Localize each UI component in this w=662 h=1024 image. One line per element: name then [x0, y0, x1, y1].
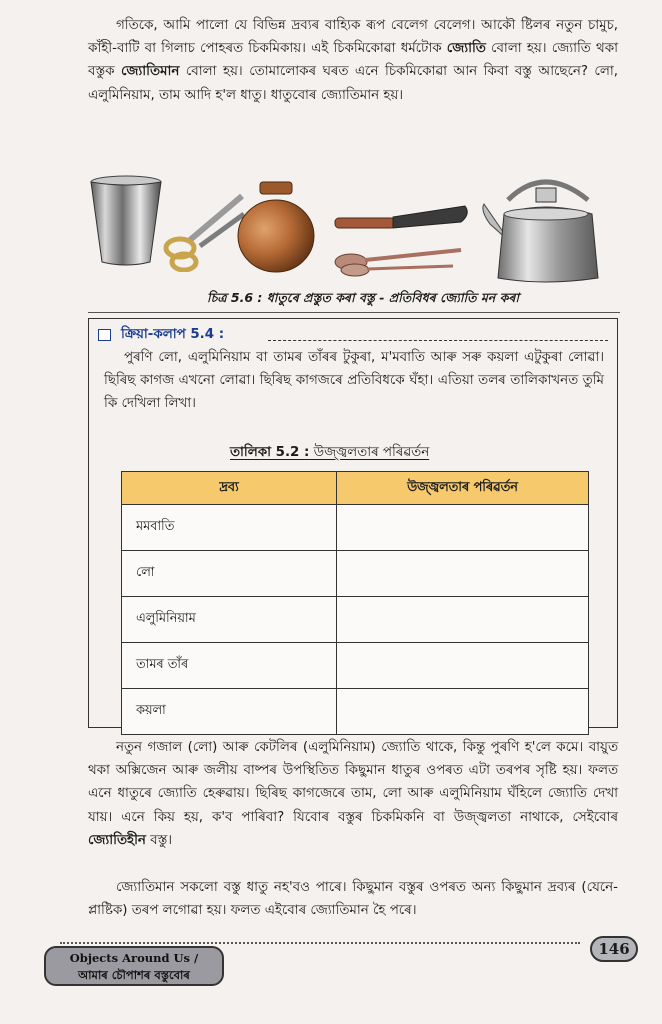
intro-text-1: গতিকে, আমি পালো যে বিভিন্ন দ্ৰব্যৰ বাহ্যিক ৰূপ বেলেগ বেলেগ। আকৌ ষ্টিলৰ নতুন চামুচ, কাঁহী-বাটি বা গিলাচ পোহৰত চিকমিকায়। এই চিকমিকোৱা ধৰ্মটোক: [88, 18, 618, 57]
column-header-brightness-change: উজ্জ্বলতাৰ পৰিৱৰ্তন: [337, 472, 589, 505]
activity-title: ক্ৰিয়া-কলাপ 5.4 :: [121, 327, 225, 342]
term-jyotihin: জ্যোতিহীন: [88, 832, 146, 848]
table-row: [122, 689, 589, 735]
book-title-tab: [44, 946, 224, 986]
steel-tumbler-image: [88, 174, 164, 268]
term-jyotiman: জ্যোতিমান: [120, 64, 180, 80]
material-cell: লো: [122, 551, 337, 597]
column-header-material: দ্ৰব্য: [122, 472, 337, 505]
table-row: [122, 597, 589, 643]
book-title-assamese: আমাৰ চৌপাশৰ বস্তুবোৰ: [78, 968, 190, 982]
figure-caption: চিত্ৰ 5.6 : ধাতুৰে প্ৰস্তুত কৰা বস্তু - প্ৰতিবিধৰ জ্যোতি মন কৰা: [207, 290, 519, 305]
plating-paragraph: জ্যোতিমান সকলো বস্তু ধাতু নহ'বও পাৰে। কিছুমান বস্তুৰ ওপৰত অন্য কিছুমান দ্ৰব্যৰ (যেনে- প্লাষ্টিক) তৰপ লগোৱা হয়। ফলত এইবোৰ জ্যোতিমান হৈ পৰে।: [88, 880, 618, 919]
material-cell: মমবাতি: [122, 505, 337, 551]
scissors-image: [160, 190, 246, 272]
knife-image: [333, 200, 473, 240]
metal-objects-figure: [88, 170, 618, 288]
intro-text-3: বোলা হয়। তোমালোকৰ ঘৰত এনে চিকমিকোৱা আন কিবা বস্তু আছেনে? লো, এলুমিনিয়াম, তাম আদি হ'ল ধাতু। ধাতুবোৰ জ্যোতিমান হয়।: [88, 64, 618, 103]
brightness-table: [121, 471, 589, 735]
intro-paragraph: [88, 14, 618, 107]
brightness-cell-empty: [337, 643, 589, 689]
activity-dashed-line: [268, 340, 608, 341]
lustre-text-1: নতুন গজাল (লো) আৰু কেটলিৰ (এলুমিনিয়াম) জ্যোতি থাকে, কিন্তু পুৰণি হ'লে কমে। বায়ুত থকা অক্সিজেন আৰু জলীয় বাষ্পৰ উপস্থিতিত কিছুমান ধাতুৰ ওপৰত এটা তৰপৰ সৃষ্টি হয়। ফলত এনে ধাতুৰে জ্যোতি হেৰুৱায়। ছিৰিছ কাগজেৰে তাম, লো আৰু এলুমিনিয়াম ঘঁহিলে জ্যোতি দেখা যায়। এনে কিয় হয়, ক'ব পাৰিবা? যিবোৰ বস্তুৰ চিকমিকনি বা উজ্জ্বলতা নাথাকে, সেইবোৰ: [88, 740, 618, 825]
aluminium-kettle-image: [480, 170, 610, 286]
lustre-text-2: বস্তু।: [145, 832, 173, 848]
table-row: [122, 643, 589, 689]
table-row: [122, 505, 589, 551]
table-title-text: উজ্জ্বলতাৰ পৰিৱৰ্তন: [309, 445, 430, 460]
material-cell: কয়লা: [122, 689, 337, 735]
table-row: [122, 551, 589, 597]
table-number: তালিকা 5.2 :: [230, 445, 310, 460]
spoons-image: [333, 238, 468, 278]
book-title-english: Objects Around Us /: [69, 951, 199, 965]
caption-divider: [88, 312, 620, 313]
copper-pot-image: [236, 180, 316, 274]
footer-dotted-divider: [60, 942, 580, 944]
lustre-explanation-paragraph: [88, 736, 618, 852]
table-header-row: [122, 472, 589, 505]
term-jyoti: জ্যোতি: [446, 41, 486, 57]
table-title: [230, 442, 530, 464]
material-cell: তামৰ তাঁৰ: [122, 643, 337, 689]
material-cell: এলুমিনিয়াম: [122, 597, 337, 643]
activity-header: [98, 324, 224, 346]
activity-instructions: পুৰণি লো, এলুমিনিয়াম বা তামৰ তাঁৰৰ টুকুৰা, ম'মবাতি আৰু সৰু কয়লা এটুকুৰা লোৱা। ছিৰিছ কাগজ এখনো লোৱা। ছিৰিছ কাগজৰে প্ৰতিবিধকে ঘঁহা। এতিয়া তলৰ তালিকাখনত তুমি কি দেখিলা লিখা।: [104, 350, 604, 412]
brightness-cell-empty: [337, 505, 589, 551]
brightness-cell-empty: [337, 689, 589, 735]
page-number: 146: [590, 936, 638, 962]
brightness-cell-empty: [337, 597, 589, 643]
intro-text-2: বোলা হয়। জ্যোতি থকা বস্তুক: [88, 41, 618, 80]
checkbox-icon: [98, 329, 111, 341]
brightness-cell-empty: [337, 551, 589, 597]
